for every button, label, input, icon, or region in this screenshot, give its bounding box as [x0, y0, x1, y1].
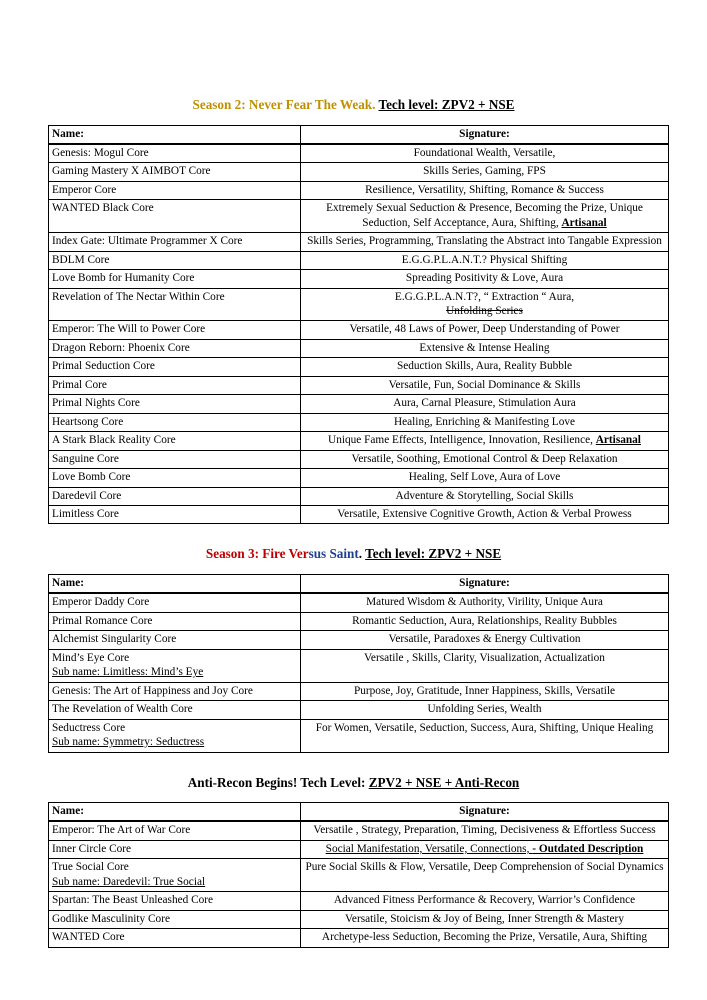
table-row [49, 163, 669, 181]
table-row [49, 612, 669, 630]
spacer-between-s3-ar [48, 753, 659, 775]
season-2-title-main: Season 2: Never Fear The Weak. [192, 97, 376, 112]
cell-core-name [49, 233, 301, 251]
signature-emphasis-text: - Outdated Description [532, 842, 644, 855]
table-anti-recon [48, 802, 669, 948]
cell-signature [301, 506, 669, 524]
core-name-text: Seductress Core [52, 721, 126, 734]
core-name-text: Genesis: The Art of Happiness and Joy Core [52, 684, 253, 697]
core-name-text: Alchemist Singularity Core [52, 633, 177, 646]
signature-strikethrough-text: Unfolding Series [446, 305, 523, 318]
spacer-season-3 [48, 563, 659, 574]
signature-text: Spreading Positivity & Love, Aura [405, 272, 564, 285]
signature-text: Versatile, Fun, Social Dominance & Skills [388, 378, 581, 391]
signature-emphasis-text: Artisanal [595, 434, 641, 447]
signature-text: E.G.G.P.L.A.N.T?, “ Extraction “ Aura, [394, 290, 575, 303]
cell-core-name [49, 200, 301, 233]
header-name: Name: [49, 803, 301, 822]
season-3-title-period: . [358, 546, 366, 562]
table-row [49, 719, 669, 752]
anti-recon-tech-level: ZPV2 + NSE + Anti-Recon [368, 774, 520, 790]
cell-core-name [49, 432, 301, 450]
signature-text: Healing, Enriching & Manifesting Love [393, 415, 576, 428]
cell-signature [301, 821, 669, 840]
core-name-text: Sanguine Core [52, 452, 119, 465]
cell-signature [301, 144, 669, 163]
core-name-text: Index Gate: Ultimate Programmer X Core [52, 235, 243, 248]
cell-signature [301, 413, 669, 431]
signature-text: Aura, Carnal Pleasure, Stimulation Aura [393, 397, 576, 410]
spacer-season-2 [48, 114, 659, 125]
signature-text: Romantic Seduction, Aura, Relationships, Reality Bubbles [352, 614, 617, 627]
table-season-3 [48, 574, 669, 753]
core-name-text: Emperor Core [52, 183, 117, 196]
cell-core-name [49, 821, 301, 840]
cell-signature [301, 233, 669, 251]
top-spacer [48, 0, 659, 97]
table-row [49, 358, 669, 376]
section-season-2 [48, 97, 662, 524]
cell-signature [301, 682, 669, 700]
cell-core-name [49, 682, 301, 700]
core-name-text: Emperor: The Art of War Core [52, 824, 191, 837]
cell-core-name [49, 892, 301, 910]
table-header-row [49, 125, 669, 144]
signature-text: Foundational Wealth, Versatile, [413, 146, 556, 159]
cell-signature [301, 395, 669, 413]
season-3-title-red: Season 3: Fire Ver [205, 546, 309, 562]
core-name-text: Daredevil Core [52, 489, 122, 502]
header-name: Name: [49, 125, 301, 144]
signature-text: Versatile, Extensive Cognitive Growth, Action & Verbal Prowess [337, 508, 632, 521]
core-name-text: WANTED Black Core [52, 202, 154, 215]
table-row [49, 593, 669, 612]
signature-text: Unique Fame Effects, Intelligence, Innovation, Resilience, [328, 434, 596, 447]
table-row [49, 321, 669, 339]
cell-signature [301, 163, 669, 181]
cell-signature [301, 593, 669, 612]
cell-signature [301, 450, 669, 468]
section-title-season-2 [48, 97, 659, 114]
core-name-text: Mind’s Eye Core [52, 651, 130, 664]
cell-core-name [49, 321, 301, 339]
table-header-row [49, 574, 669, 593]
cell-core-name [49, 270, 301, 288]
core-name-text: Spartan: The Beast Unleashed Core [52, 894, 214, 907]
cell-core-name [49, 506, 301, 524]
core-name-text: Godlike Masculinity Core [52, 912, 170, 925]
cell-signature [301, 358, 669, 376]
cell-signature [301, 487, 669, 505]
table-row [49, 506, 669, 524]
table-row [49, 413, 669, 431]
cell-signature [301, 469, 669, 487]
core-sub-name-text: Sub name: Symmetry: Seductress [52, 736, 205, 749]
table-row [49, 859, 669, 892]
table-row [49, 339, 669, 357]
cell-signature [301, 181, 669, 199]
core-name-text: Primal Core [52, 378, 107, 391]
section-title-season-3 [48, 546, 659, 563]
cell-signature [301, 321, 669, 339]
signature-text: Healing, Self Love, Aura of Love [408, 471, 561, 484]
cell-core-name [49, 910, 301, 928]
core-name-text: Primal Nights Core [52, 397, 140, 410]
cell-core-name [49, 395, 301, 413]
table-row [49, 649, 669, 682]
table-row [49, 821, 669, 840]
table-season-3-body [49, 593, 669, 752]
signature-text: Extensive & Intense Healing [419, 341, 550, 354]
cell-signature [301, 840, 669, 858]
cell-signature [301, 859, 669, 892]
cell-core-name [49, 376, 301, 394]
core-name-text: Genesis: Mogul Core [52, 146, 149, 159]
cell-core-name [49, 859, 301, 892]
signature-text: Advanced Fitness Performance & Recovery, Warrior’s Confidence [333, 894, 636, 907]
table-row [49, 200, 669, 233]
core-name-text: Emperor Daddy Core [52, 596, 150, 609]
signature-text: Resilience, Versatility, Shifting, Romance & Success [365, 183, 604, 196]
core-name-text: Primal Seduction Core [52, 360, 155, 373]
cell-signature [301, 251, 669, 269]
table-row [49, 450, 669, 468]
table-row [49, 181, 669, 199]
table-anti-recon-body [49, 821, 669, 947]
signature-text: Social Manifestation, Versatile, Connections, [325, 842, 533, 855]
season-3-tech-level: Tech level: ZPV2 + NSE [365, 546, 502, 562]
season-2-tech-level: Tech level: ZPV2 + NSE [378, 97, 515, 112]
table-row [49, 892, 669, 910]
table-row [49, 487, 669, 505]
cell-signature [301, 719, 669, 752]
table-season-2-body [49, 144, 669, 524]
cell-signature [301, 910, 669, 928]
table-season-3-head [49, 574, 669, 593]
cell-core-name [49, 929, 301, 947]
header-signature: Signature: [301, 574, 669, 593]
core-name-text: Revelation of The Nectar Within Core [52, 290, 225, 303]
cell-core-name [49, 450, 301, 468]
cell-core-name [49, 251, 301, 269]
signature-emphasis-text: Artisanal [561, 216, 607, 229]
signature-text: Versatile, Paradoxes & Energy Cultivation [388, 633, 581, 646]
cell-signature [301, 929, 669, 947]
cell-signature [301, 270, 669, 288]
table-row [49, 701, 669, 719]
signature-text: Versatile, 48 Laws of Power, Deep Understanding of Power [349, 323, 620, 336]
core-name-text: Heartsong Core [52, 415, 124, 428]
cell-signature [301, 892, 669, 910]
cell-signature [301, 432, 669, 450]
table-row [49, 631, 669, 649]
signature-text: Versatile, Stoicism & Joy of Being, Inner Strength & Mastery [345, 912, 624, 925]
cell-core-name [49, 181, 301, 199]
cell-signature [301, 339, 669, 357]
cell-core-name [49, 358, 301, 376]
cell-core-name [49, 144, 301, 163]
cell-core-name [49, 649, 301, 682]
season-3-title-blue: sus Saint [308, 546, 359, 562]
core-sub-name-text: Sub name: Limitless: Mind’s Eye [52, 666, 204, 679]
signature-text: Matured Wisdom & Authority, Virility, Unique Aura [366, 596, 603, 609]
signature-text: Seduction Skills, Aura, Reality Bubble [396, 360, 573, 373]
spacer-anti-recon [48, 791, 659, 802]
anti-recon-title-main: Anti-Recon Begins! Tech Level: [187, 774, 369, 790]
cell-signature [301, 701, 669, 719]
table-row [49, 233, 669, 251]
table-row [49, 144, 669, 163]
cell-signature [301, 200, 669, 233]
signature-text: Versatile , Strategy, Preparation, Timing, Decisiveness & Effortless Success [313, 824, 656, 837]
table-anti-recon-head [49, 803, 669, 822]
cell-core-name [49, 701, 301, 719]
cell-core-name [49, 288, 301, 321]
cell-signature [301, 631, 669, 649]
cell-core-name [49, 163, 301, 181]
core-name-text: Emperor: The Will to Power Core [52, 323, 206, 336]
spacer-between-s2-s3 [48, 524, 659, 546]
core-name-text: True Social Core [52, 861, 129, 874]
section-anti-recon [48, 774, 664, 948]
cell-core-name [49, 413, 301, 431]
cell-core-name [49, 487, 301, 505]
core-name-text: Dragon Reborn: Phoenix Core [52, 341, 190, 354]
signature-text: Archetype-less Seduction, Becoming the Prize, Versatile, Aura, Shifting [321, 931, 648, 944]
core-name-text: Limitless Core [52, 508, 119, 521]
cell-core-name [49, 631, 301, 649]
cell-signature [301, 649, 669, 682]
signature-text: Unfolding Series, Wealth [427, 703, 542, 716]
table-row [49, 432, 669, 450]
signature-text: Versatile, Soothing, Emotional Control & Deep Relaxation [351, 452, 618, 465]
signature-text: Purpose, Joy, Gratitude, Inner Happiness, Skills, Versatile [353, 684, 616, 697]
table-row [49, 929, 669, 947]
table-row [49, 376, 669, 394]
core-name-text: Gaming Mastery X AIMBOT Core [52, 165, 211, 178]
core-sub-name-text: Sub name: Daredevil: True Social [52, 875, 206, 888]
header-signature: Signature: [301, 803, 669, 822]
core-name-text: Love Bomb Core [52, 471, 131, 484]
core-name-text: Love Bomb for Humanity Core [52, 272, 195, 285]
cell-core-name [49, 339, 301, 357]
signature-text: Versatile , Skills, Clarity, Visualization, Actualization [364, 651, 605, 664]
signature-text: Extremely Sexual Seduction & Presence, Becoming the Prize, Unique Seduction, Self Acceptance, Aura, Shifting, [326, 202, 643, 229]
cell-signature [301, 288, 669, 321]
cell-signature [301, 376, 669, 394]
section-title-anti-recon [48, 775, 659, 792]
table-row [49, 910, 669, 928]
signature-text: Skills Series, Gaming, FPS [423, 165, 546, 178]
signature-text: E.G.G.P.L.A.N.T.? Physical Shifting [401, 253, 568, 266]
table-row [49, 469, 669, 487]
core-name-text: BDLM Core [52, 253, 110, 266]
header-signature: Signature: [301, 125, 669, 144]
table-row [49, 840, 669, 858]
table-row [49, 288, 669, 321]
signature-text: Adventure & Storytelling, Social Skills [395, 489, 574, 502]
header-name: Name: [49, 574, 301, 593]
signature-text: Skills Series, Programming, Translating the Abstract into Tangable Expression [307, 235, 662, 248]
core-name-text: Primal Romance Core [52, 614, 153, 627]
cell-core-name [49, 840, 301, 858]
table-row [49, 251, 669, 269]
section-season-3 [48, 546, 659, 752]
core-name-text: The Revelation of Wealth Core [52, 703, 193, 716]
cell-core-name [49, 593, 301, 612]
table-row [49, 395, 669, 413]
cell-signature [301, 612, 669, 630]
cell-core-name [49, 612, 301, 630]
core-name-text: Inner Circle Core [52, 842, 132, 855]
cell-core-name [49, 469, 301, 487]
table-season-2-head [49, 125, 669, 144]
table-row [49, 682, 669, 700]
table-row [49, 270, 669, 288]
signature-text: For Women, Versatile, Seduction, Success, Aura, Shifting, Unique Healing [315, 721, 654, 734]
table-header-row [49, 803, 669, 822]
signature-text: Pure Social Skills & Flow, Versatile, Deep Comprehension of Social Dynamics [305, 861, 664, 874]
table-season-2 [48, 125, 669, 525]
cell-core-name [49, 719, 301, 752]
core-name-text: WANTED Core [52, 931, 125, 944]
core-name-text: A Stark Black Reality Core [52, 434, 176, 447]
